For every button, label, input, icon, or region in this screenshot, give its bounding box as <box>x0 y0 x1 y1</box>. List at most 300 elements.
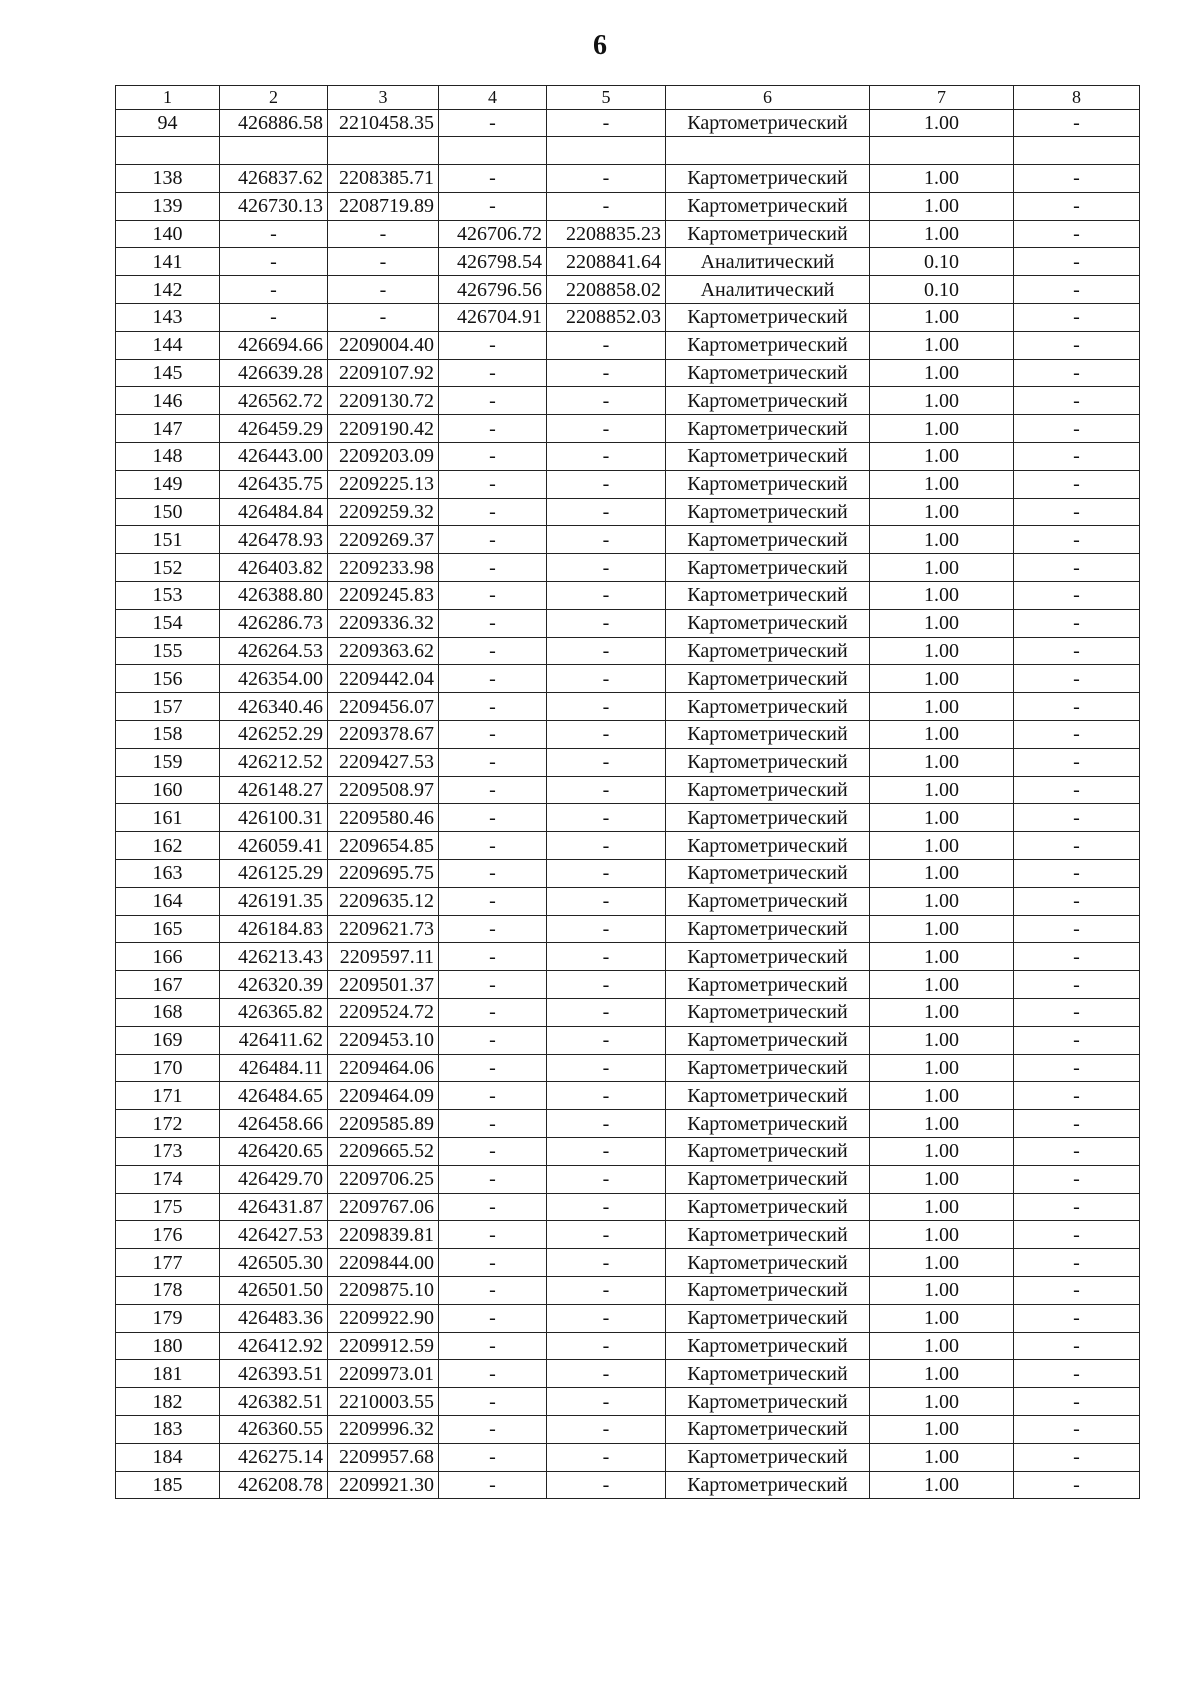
table-cell: 145 <box>116 359 220 387</box>
table-cell: 1.00 <box>870 1360 1014 1388</box>
table-cell: - <box>547 860 666 888</box>
table-cell: 1.00 <box>870 1332 1014 1360</box>
table-cell: 2209767.06 <box>328 1193 439 1221</box>
table-row <box>116 276 1140 304</box>
table-row <box>116 220 1140 248</box>
table-cell: - <box>1014 359 1140 387</box>
table-cell: 426706.72 <box>439 220 547 248</box>
table-cell: 148 <box>116 443 220 471</box>
table-cell: 1.00 <box>870 693 1014 721</box>
table-cell: - <box>547 776 666 804</box>
table-cell: 426403.82 <box>220 554 328 582</box>
table-cell: 426340.46 <box>220 693 328 721</box>
table-row <box>116 748 1140 776</box>
table-cell: Картометрический <box>666 1332 870 1360</box>
table-cell: Картометрический <box>666 1443 870 1471</box>
column-header-8: 8 <box>1014 86 1140 110</box>
table-cell: Картометрический <box>666 1249 870 1277</box>
column-header-5: 5 <box>547 86 666 110</box>
table-row <box>116 1054 1140 1082</box>
table-cell: Картометрический <box>666 1221 870 1249</box>
table-cell: - <box>328 220 439 248</box>
table-cell: Картометрический <box>666 192 870 220</box>
table-cell: 159 <box>116 748 220 776</box>
table-cell: 426212.52 <box>220 748 328 776</box>
table-cell: - <box>1014 304 1140 332</box>
table-cell: 169 <box>116 1026 220 1054</box>
table-cell: 2209580.46 <box>328 804 439 832</box>
table-cell: - <box>547 999 666 1027</box>
table-cell: Картометрический <box>666 1415 870 1443</box>
table-cell: 164 <box>116 887 220 915</box>
table-row <box>116 915 1140 943</box>
table-cell: - <box>439 192 547 220</box>
table-cell: - <box>439 1137 547 1165</box>
table-cell: 2209464.06 <box>328 1054 439 1082</box>
table-cell: 1.00 <box>870 1221 1014 1249</box>
table-cell: 146 <box>116 387 220 415</box>
table-cell: - <box>1014 1082 1140 1110</box>
table-cell: Картометрический <box>666 1110 870 1138</box>
table-cell: 1.00 <box>870 304 1014 332</box>
table-cell: 426125.29 <box>220 860 328 888</box>
table-cell: 426484.11 <box>220 1054 328 1082</box>
table-cell: Картометрический <box>666 443 870 471</box>
table-cell: 426191.35 <box>220 887 328 915</box>
table-cell: 1.00 <box>870 1082 1014 1110</box>
table-cell: 168 <box>116 999 220 1027</box>
table-cell: 2209269.37 <box>328 526 439 554</box>
table-cell: 181 <box>116 1360 220 1388</box>
table-cell <box>666 137 870 165</box>
table-cell: Картометрический <box>666 498 870 526</box>
table-row <box>116 1221 1140 1249</box>
table-cell: 180 <box>116 1332 220 1360</box>
table-cell: Картометрический <box>666 304 870 332</box>
table-cell: Картометрический <box>666 915 870 943</box>
table-cell: - <box>1014 609 1140 637</box>
table-row <box>116 304 1140 332</box>
table-cell: 162 <box>116 832 220 860</box>
table-cell: 2208852.03 <box>547 304 666 332</box>
table-row <box>116 1415 1140 1443</box>
table-cell: - <box>439 943 547 971</box>
table-cell: - <box>547 748 666 776</box>
table-cell: 2209107.92 <box>328 359 439 387</box>
table-cell <box>547 137 666 165</box>
table-cell: - <box>1014 1193 1140 1221</box>
table-cell: - <box>1014 415 1140 443</box>
table-body <box>116 109 1140 1499</box>
table-cell: 426505.30 <box>220 1249 328 1277</box>
table-cell: 171 <box>116 1082 220 1110</box>
table-row <box>116 387 1140 415</box>
column-header-2: 2 <box>220 86 328 110</box>
table-cell: 1.00 <box>870 665 1014 693</box>
table-cell: 426184.83 <box>220 915 328 943</box>
table-cell: 1.00 <box>870 1276 1014 1304</box>
table-cell: 2209839.81 <box>328 1221 439 1249</box>
table-cell: 2209378.67 <box>328 721 439 749</box>
table-cell: Картометрический <box>666 721 870 749</box>
table-cell: - <box>439 443 547 471</box>
table-cell: 1.00 <box>870 971 1014 999</box>
table-cell: 1.00 <box>870 331 1014 359</box>
table-cell: - <box>439 1026 547 1054</box>
table-cell: 2209957.68 <box>328 1443 439 1471</box>
table-cell: Картометрический <box>666 470 870 498</box>
table-cell: 157 <box>116 693 220 721</box>
table-cell: - <box>1014 276 1140 304</box>
table-cell: - <box>547 915 666 943</box>
table-cell: - <box>547 1193 666 1221</box>
table-cell: - <box>439 526 547 554</box>
table-cell: 139 <box>116 192 220 220</box>
table-row <box>116 1082 1140 1110</box>
table-cell: - <box>1014 999 1140 1027</box>
table-cell <box>439 137 547 165</box>
table-cell: - <box>1014 1443 1140 1471</box>
table-cell: - <box>547 1304 666 1332</box>
table-cell: - <box>547 1471 666 1499</box>
table-cell: 1.00 <box>870 1193 1014 1221</box>
table-cell: Аналитический <box>666 276 870 304</box>
table-cell: 2209336.32 <box>328 609 439 637</box>
table-row <box>116 1193 1140 1221</box>
table-cell: 2208858.02 <box>547 276 666 304</box>
table-cell: 158 <box>116 721 220 749</box>
table-cell: - <box>439 1443 547 1471</box>
table-cell: - <box>439 498 547 526</box>
table-cell: 166 <box>116 943 220 971</box>
table-cell: 174 <box>116 1165 220 1193</box>
table-cell: 2209442.04 <box>328 665 439 693</box>
table-cell: 177 <box>116 1249 220 1277</box>
table-cell: - <box>547 1110 666 1138</box>
table-cell: - <box>439 1193 547 1221</box>
table-cell: 2210458.35 <box>328 109 439 137</box>
table-row <box>116 637 1140 665</box>
table-row <box>116 1471 1140 1499</box>
table-cell: Картометрический <box>666 693 870 721</box>
table-cell: 426459.29 <box>220 415 328 443</box>
table-cell: - <box>1014 1026 1140 1054</box>
table-cell: 426886.58 <box>220 109 328 137</box>
page-number: 6 <box>593 30 607 61</box>
table-cell: 144 <box>116 331 220 359</box>
table-cell: 2208835.23 <box>547 220 666 248</box>
table-cell: 426837.62 <box>220 165 328 193</box>
table-cell: - <box>1014 721 1140 749</box>
table-cell: - <box>439 387 547 415</box>
table-cell: Картометрический <box>666 415 870 443</box>
table-cell: 173 <box>116 1137 220 1165</box>
table-cell: Картометрический <box>666 860 870 888</box>
table-cell: Картометрический <box>666 1193 870 1221</box>
table-cell: 1.00 <box>870 721 1014 749</box>
table-row <box>116 887 1140 915</box>
table-cell: Картометрический <box>666 748 870 776</box>
table-cell: 1.00 <box>870 804 1014 832</box>
table-row <box>116 609 1140 637</box>
table-cell: 156 <box>116 665 220 693</box>
table-cell: 1.00 <box>870 943 1014 971</box>
table-cell: 154 <box>116 609 220 637</box>
table-cell: Картометрический <box>666 1026 870 1054</box>
table-row <box>116 1304 1140 1332</box>
table-cell: 138 <box>116 165 220 193</box>
table-row <box>116 804 1140 832</box>
column-header-6: 6 <box>666 86 870 110</box>
table-cell: 1.00 <box>870 470 1014 498</box>
table-cell: 1.00 <box>870 915 1014 943</box>
table-cell: 1.00 <box>870 1471 1014 1499</box>
table-cell: - <box>439 693 547 721</box>
table-cell: 426360.55 <box>220 1415 328 1443</box>
table-row <box>116 526 1140 554</box>
table-cell: 2209665.52 <box>328 1137 439 1165</box>
table-cell: 1.00 <box>870 192 1014 220</box>
table-cell: 0.10 <box>870 276 1014 304</box>
table-cell: 1.00 <box>870 526 1014 554</box>
table-row <box>116 971 1140 999</box>
table-cell: - <box>547 1443 666 1471</box>
table-cell: - <box>547 1360 666 1388</box>
table-cell: 426100.31 <box>220 804 328 832</box>
table-cell: - <box>1014 192 1140 220</box>
table-cell: - <box>547 1276 666 1304</box>
table-cell: - <box>439 165 547 193</box>
table-row <box>116 1026 1140 1054</box>
table-cell: - <box>1014 915 1140 943</box>
table-cell: - <box>547 1415 666 1443</box>
table-cell: - <box>547 1054 666 1082</box>
table-row <box>116 1276 1140 1304</box>
table-row <box>116 1388 1140 1416</box>
table-cell: 426412.92 <box>220 1332 328 1360</box>
table-cell: 426483.36 <box>220 1304 328 1332</box>
table-cell: 426393.51 <box>220 1360 328 1388</box>
table-cell: - <box>1014 582 1140 610</box>
table-cell: 426427.53 <box>220 1221 328 1249</box>
table-row <box>116 443 1140 471</box>
table-cell: Картометрический <box>666 1304 870 1332</box>
table-cell: Картометрический <box>666 554 870 582</box>
table-cell: - <box>1014 1221 1140 1249</box>
table-cell: 426365.82 <box>220 999 328 1027</box>
table-cell: - <box>547 665 666 693</box>
table-cell: 1.00 <box>870 776 1014 804</box>
table-cell: - <box>547 637 666 665</box>
table-row <box>116 582 1140 610</box>
table-cell: - <box>547 554 666 582</box>
table-cell: 426501.50 <box>220 1276 328 1304</box>
table-cell: 426478.93 <box>220 526 328 554</box>
table-cell: 426411.62 <box>220 1026 328 1054</box>
table-cell: 426275.14 <box>220 1443 328 1471</box>
table-cell: - <box>1014 526 1140 554</box>
table-cell: 2209130.72 <box>328 387 439 415</box>
table-cell: 2209921.30 <box>328 1471 439 1499</box>
column-header-1: 1 <box>116 86 220 110</box>
table-cell: - <box>547 804 666 832</box>
table-cell: Картометрический <box>666 165 870 193</box>
table-cell: - <box>439 1471 547 1499</box>
table-cell: - <box>439 1054 547 1082</box>
table-cell: - <box>547 443 666 471</box>
table-cell: - <box>328 276 439 304</box>
table-cell: 426059.41 <box>220 832 328 860</box>
table-cell: - <box>439 832 547 860</box>
table-cell: - <box>547 609 666 637</box>
table-cell: - <box>547 887 666 915</box>
table-cell: - <box>1014 637 1140 665</box>
table-cell: - <box>1014 1304 1140 1332</box>
table-cell: 1.00 <box>870 1415 1014 1443</box>
table-cell: - <box>1014 1165 1140 1193</box>
table-cell: - <box>547 192 666 220</box>
table-cell: - <box>1014 498 1140 526</box>
table-cell: - <box>439 1221 547 1249</box>
table-cell: 1.00 <box>870 1304 1014 1332</box>
table-cell: Картометрический <box>666 1276 870 1304</box>
table-row <box>116 943 1140 971</box>
table-cell: 1.00 <box>870 748 1014 776</box>
table-cell: 1.00 <box>870 582 1014 610</box>
table-cell: Картометрический <box>666 1471 870 1499</box>
table-row <box>116 665 1140 693</box>
table-cell: 426484.84 <box>220 498 328 526</box>
table-cell: - <box>439 804 547 832</box>
table-cell: 1.00 <box>870 1026 1014 1054</box>
column-header-3: 3 <box>328 86 439 110</box>
table-cell: - <box>1014 1388 1140 1416</box>
table-cell: 149 <box>116 470 220 498</box>
table-row <box>116 1110 1140 1138</box>
table-cell: Картометрический <box>666 1165 870 1193</box>
table-row <box>116 498 1140 526</box>
table-cell: 2210003.55 <box>328 1388 439 1416</box>
table-row <box>116 331 1140 359</box>
table-cell: - <box>220 220 328 248</box>
table-cell: 2209427.53 <box>328 748 439 776</box>
table-cell: 426730.13 <box>220 192 328 220</box>
header-row <box>116 86 1140 110</box>
table-cell: - <box>439 1165 547 1193</box>
table-cell: - <box>1014 1249 1140 1277</box>
table-cell <box>220 137 328 165</box>
table-cell: 1.00 <box>870 498 1014 526</box>
table-cell: 176 <box>116 1221 220 1249</box>
table-cell: 2209996.32 <box>328 1415 439 1443</box>
table-cell: - <box>1014 804 1140 832</box>
table-cell: Картометрический <box>666 999 870 1027</box>
table-cell: 2209233.98 <box>328 554 439 582</box>
table-cell: Картометрический <box>666 887 870 915</box>
table-cell: 161 <box>116 804 220 832</box>
table-cell: - <box>439 1110 547 1138</box>
table-cell: 2209225.13 <box>328 470 439 498</box>
table-row <box>116 860 1140 888</box>
table-cell: 140 <box>116 220 220 248</box>
table-cell: 1.00 <box>870 415 1014 443</box>
table-cell: - <box>547 498 666 526</box>
table-cell: 2209912.59 <box>328 1332 439 1360</box>
table-cell: - <box>439 776 547 804</box>
table-cell: 1.00 <box>870 1165 1014 1193</box>
table-cell: - <box>1014 860 1140 888</box>
table-cell: - <box>1014 1415 1140 1443</box>
table-cell: - <box>328 248 439 276</box>
table-cell: 1.00 <box>870 554 1014 582</box>
table-cell: - <box>547 721 666 749</box>
table-row <box>116 1249 1140 1277</box>
table-cell: 1.00 <box>870 860 1014 888</box>
table-cell: - <box>439 1082 547 1110</box>
table-cell: - <box>547 359 666 387</box>
table-cell: 426354.00 <box>220 665 328 693</box>
table-cell: - <box>439 1304 547 1332</box>
table-cell: - <box>1014 470 1140 498</box>
table-cell: - <box>547 1165 666 1193</box>
table-cell: 2209363.62 <box>328 637 439 665</box>
table-cell: Картометрический <box>666 832 870 860</box>
table-cell: Картометрический <box>666 776 870 804</box>
table-cell: - <box>547 331 666 359</box>
table-cell: Картометрический <box>666 943 870 971</box>
table-cell: - <box>439 665 547 693</box>
table-cell: 2209524.72 <box>328 999 439 1027</box>
table-cell: - <box>439 999 547 1027</box>
table-cell: 1.00 <box>870 220 1014 248</box>
table-cell: Картометрический <box>666 1082 870 1110</box>
table-cell <box>116 137 220 165</box>
table-cell <box>1014 137 1140 165</box>
table-cell: - <box>439 359 547 387</box>
table-cell: - <box>439 971 547 999</box>
table-cell: 1.00 <box>870 1137 1014 1165</box>
table-row <box>116 776 1140 804</box>
table-cell: 152 <box>116 554 220 582</box>
table-cell: - <box>439 609 547 637</box>
table-cell: 141 <box>116 248 220 276</box>
table-cell: 2209875.10 <box>328 1276 439 1304</box>
table-row <box>116 137 1140 165</box>
table-cell: - <box>1014 887 1140 915</box>
table-cell: 426484.65 <box>220 1082 328 1110</box>
table-cell: - <box>439 1360 547 1388</box>
table-cell: - <box>220 276 328 304</box>
table-cell: Картометрический <box>666 637 870 665</box>
table-cell: - <box>1014 776 1140 804</box>
table-cell: 426213.43 <box>220 943 328 971</box>
table-cell: - <box>220 304 328 332</box>
table-cell: 142 <box>116 276 220 304</box>
table-cell: 147 <box>116 415 220 443</box>
table-cell: 172 <box>116 1110 220 1138</box>
table-cell: - <box>439 331 547 359</box>
table-cell: Картометрический <box>666 804 870 832</box>
table-cell: - <box>439 470 547 498</box>
table-row <box>116 1165 1140 1193</box>
table-cell: 2209621.73 <box>328 915 439 943</box>
table-cell: - <box>439 748 547 776</box>
table-cell: - <box>439 1276 547 1304</box>
table-cell: - <box>1014 331 1140 359</box>
table-cell: 1.00 <box>870 1443 1014 1471</box>
table-cell: - <box>547 693 666 721</box>
table-cell: - <box>547 415 666 443</box>
